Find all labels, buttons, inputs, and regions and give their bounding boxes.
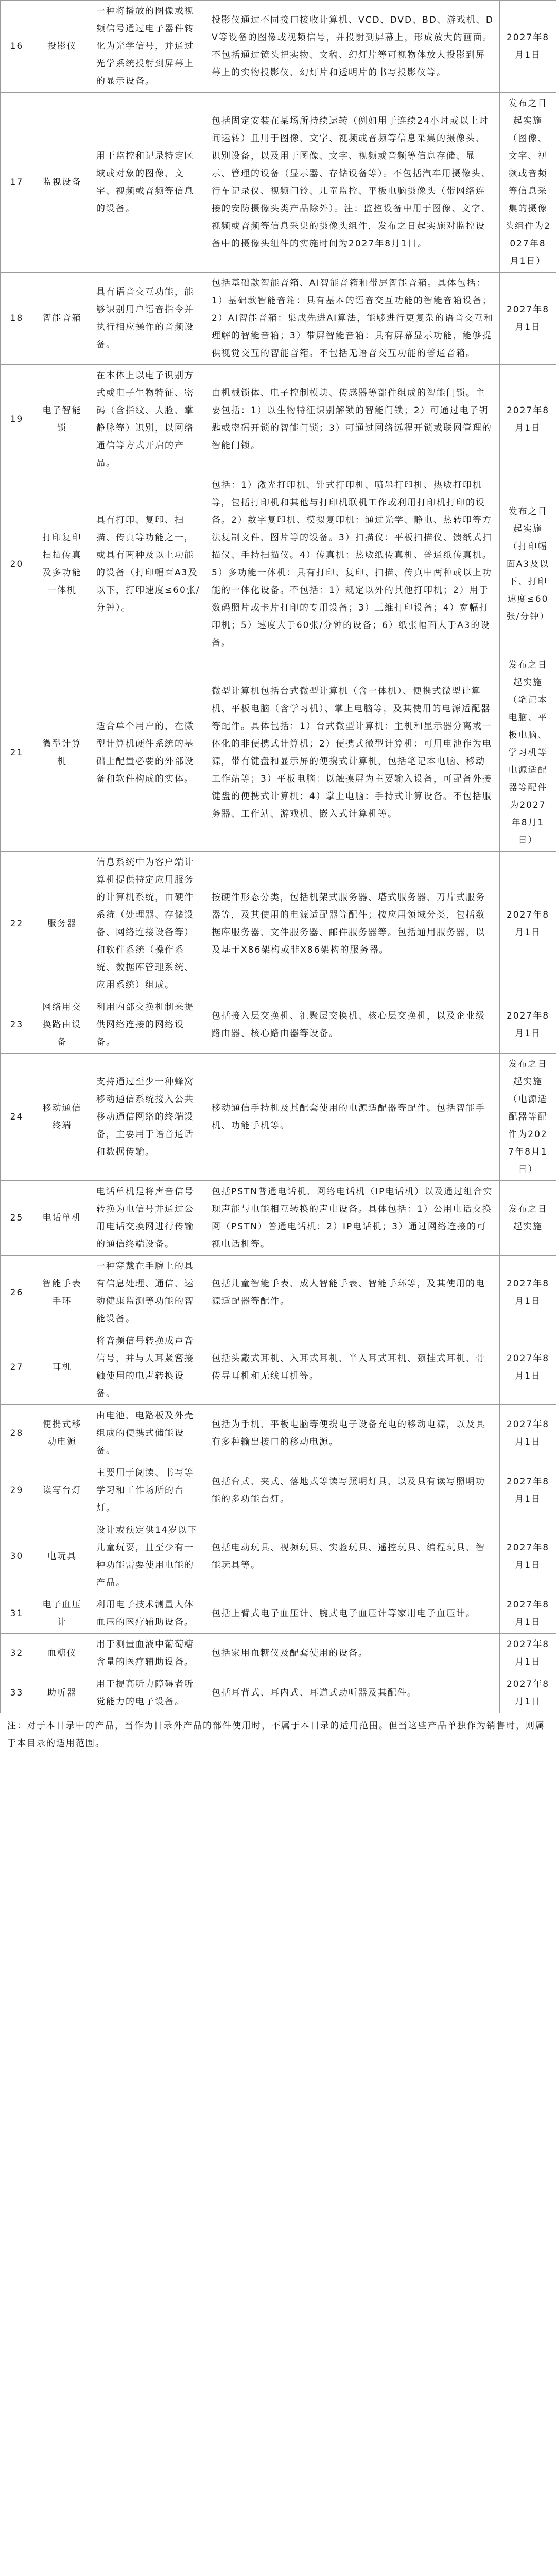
implementation-date: 2027年8月1日 bbox=[500, 1673, 556, 1713]
product-scope: 包括儿童智能手表、成人智能手表、智能手环等，及其使用的电源适配器等配件。 bbox=[206, 1256, 500, 1330]
row-number: 18 bbox=[1, 273, 33, 365]
product-scope: 微型计算机包括台式微型计算机（含一体机）、便携式微型计算机、平板电脑（含学习机）、掌上电脑等，及其使用的电源适配器等配件。具体包括：1）台式微型计算机：主机和显示器分离或一体化的非便携式计算机；2）便携式微型计算机：可用电池作为电源，带有键盘和显示屏的便携式计算机，包括笔记本电脑、移动工作站等；3）平板电脑：以触摸屏为主要输入设备，可配备外接键盘的便携式计算机；4）掌上电脑：手持式计算设备。不包括服务器、工作站、游戏机、嵌入式计算机等。 bbox=[206, 654, 500, 852]
table-row bbox=[1, 1181, 556, 1256]
product-definition: 适合单个用户的，在微型计算机硬件系统的基础上配置必要的外部设备和软件构成的实体。 bbox=[91, 654, 206, 852]
row-number: 21 bbox=[1, 654, 33, 852]
table-footnote: 注：对于本目录中的产品，当作为目录外产品的部件使用时，不属于本目录的适用范围。但当这些产品单独作为销售时，则属于本目录的适用范围。 bbox=[7, 1721, 545, 1749]
table-row bbox=[1, 1054, 556, 1181]
product-scope: 包括上臂式电子血压计、腕式电子血压计等家用电子血压计。 bbox=[206, 1594, 500, 1634]
product-name: 打印复印扫描传真及多功能一体机 bbox=[33, 474, 91, 654]
product-scope: 包括耳背式、耳内式、耳道式助听器及其配件。 bbox=[206, 1673, 500, 1713]
implementation-date: 2027年8月1日 bbox=[500, 1519, 556, 1594]
product-name: 智能音箱 bbox=[33, 273, 91, 365]
table-row bbox=[1, 93, 556, 273]
product-definition: 由电池、电路板及外壳组成的便携式储能设备。 bbox=[91, 1405, 206, 1462]
product-scope: 移动通信手持机及其配套使用的电源适配器等配件。包括智能手机、功能手机等。 bbox=[206, 1054, 500, 1181]
product-name: 网络用交换路由设备 bbox=[33, 996, 91, 1054]
product-name: 智能手表手环 bbox=[33, 1256, 91, 1330]
product-definition: 电话单机是将声音信号转换为电信号并通过公用电话交换网进行传输的通信终端设备。 bbox=[91, 1181, 206, 1256]
product-scope: 按硬件形态分类，包括机架式服务器、塔式服务器、刀片式服务器等，及其使用的电源适配器等配件；按应用领域分类，包括数据库服务器、文件服务器、邮件服务器等。包括通用服务器，以及基于X86架构或非X86架构的服务器。 bbox=[206, 852, 500, 996]
product-name: 助听器 bbox=[33, 1673, 91, 1713]
table-row bbox=[1, 1462, 556, 1519]
product-definition: 主要用于阅读、书写等学习和工作场所的台灯。 bbox=[91, 1462, 206, 1519]
product-name: 电玩具 bbox=[33, 1519, 91, 1594]
table-row bbox=[1, 1330, 556, 1405]
product-definition: 将音频信号转换成声音信号，并与人耳紧密接触使用的电声转换设备。 bbox=[91, 1330, 206, 1405]
row-number: 26 bbox=[1, 1256, 33, 1330]
table-row bbox=[1, 365, 556, 474]
product-name: 电子智能锁 bbox=[33, 365, 91, 474]
implementation-date: 2027年8月1日 bbox=[500, 996, 556, 1054]
row-number: 29 bbox=[1, 1462, 33, 1519]
implementation-date: 发布之日起实施（笔记本电脑、平板电脑、学习机等电源适配器等配件为2027年8月1日） bbox=[500, 654, 556, 852]
product-scope: 包括基础款智能音箱、AI智能音箱和带屏智能音箱。具体包括：1）基础款智能音箱：具有基本的语音交互功能的智能音箱设备；2）AI智能音箱：集成先进AI算法，能够进行更复杂的语音交互和理解的智能音箱；3）带屏智能音箱：具有屏幕显示功能，能够提供视觉交互的智能音箱。不包括无语音交互功能的普通音箱。 bbox=[206, 273, 500, 365]
row-number: 25 bbox=[1, 1181, 33, 1256]
product-name: 血糖仪 bbox=[33, 1634, 91, 1673]
product-definition: 设计或预定供14岁以下儿童玩耍，且至少有一种功能需要使用电能的产品。 bbox=[91, 1519, 206, 1594]
row-number: 33 bbox=[1, 1673, 33, 1713]
implementation-date: 发布之日起实施（电源适配器等配件为2027年8月1日） bbox=[500, 1054, 556, 1181]
table-row bbox=[1, 1634, 556, 1673]
row-number: 19 bbox=[1, 365, 33, 474]
table-row bbox=[1, 852, 556, 996]
product-scope: 包括电动玩具、视频玩具、实验玩具、遥控玩具、编程玩具、智能玩具等。 bbox=[206, 1519, 500, 1594]
product-definition: 在本体上以电子识别方式或电子生物特征、密码（含指纹、人脸、掌静脉等）识别，以网络通信等方式开启的产品。 bbox=[91, 365, 206, 474]
catalog-table-body bbox=[1, 1, 556, 1713]
product-scope: 包括头戴式耳机、入耳式耳机、半入耳式耳机、颈挂式耳机、骨传导耳机和无线耳机等。 bbox=[206, 1330, 500, 1405]
product-definition: 利用电子技术测量人体血压的医疗辅助设备。 bbox=[91, 1594, 206, 1634]
row-number: 30 bbox=[1, 1519, 33, 1594]
row-number: 16 bbox=[1, 1, 33, 93]
product-definition: 信息系统中为客户端计算机提供特定应用服务的计算机系统，由硬件系统（处理器、存储设备、网络连接设备等）和软件系统（操作系统、数据库管理系统、应用系统）组成。 bbox=[91, 852, 206, 996]
implementation-date: 2027年8月1日 bbox=[500, 1594, 556, 1634]
implementation-date: 2027年8月1日 bbox=[500, 1462, 556, 1519]
product-name: 微型计算机 bbox=[33, 654, 91, 852]
product-definition: 具有语音交互功能，能够识别用户语音指令并执行相应操作的音频设备。 bbox=[91, 273, 206, 365]
row-number: 17 bbox=[1, 93, 33, 273]
row-number: 27 bbox=[1, 1330, 33, 1405]
implementation-date: 2027年8月1日 bbox=[500, 1256, 556, 1330]
table-row bbox=[1, 1, 556, 93]
product-scope: 包括为手机、平板电脑等便携电子设备充电的移动电源，以及具有多种输出接口的移动电源。 bbox=[206, 1405, 500, 1462]
product-definition: 支持通过至少一种蜂窝移动通信系统接入公共移动通信网络的终端设备，主要用于语音通话和数据传输。 bbox=[91, 1054, 206, 1181]
product-definition: 一种将播放的图像或视频信号通过电子器件转化为光学信号，并通过光学系统投射到屏幕上的显示设备。 bbox=[91, 1, 206, 93]
product-definition: 用于提高听力障碍者听觉能力的电子设备。 bbox=[91, 1673, 206, 1713]
product-scope: 包括固定安装在某场所持续运转（例如用于连续24小时或以上时间运转）且用于图像、文字、视频或音频等信息采集的摄像头、识别设备，以及用于图像、文字、视频或音频等信息存储、显示、管理的设备（显示器、存储设备等）。不包括汽车用摄像头、行车记录仪、视频门铃、儿童监控、平板电脑摄像头（带网络连接的安防摄像头类产品除外）。注：监控设备中用于图像、文字、视频或音频等信息采集的摄像头组件，发布之日起实施对监控设备中的摄像头组件的实施时间为2027年8月1日。 bbox=[206, 93, 500, 273]
product-scope: 包括：1）激光打印机、针式打印机、喷墨打印机、热敏打印机等，包括打印机和其他与打印机联机工作或利用打印机打印的设备。2）数字复印机、模拟复印机：通过光学、静电、热转印等方法复制文件、图片等的设备。3）扫描仪：平板扫描仪、馈纸式扫描仪、手持扫描仪。4）传真机：热敏纸传真机、普通纸传真机。5）多功能一体机：具有打印、复印、扫描、传真中两种或以上功能的一体化设备。不包括：1）规定以外的其他打印机；2）用于数码照片或卡片打印的专用设备；3）三维打印设备；4）宽幅打印机；5）速度大于60张/分钟的设备；6）纸张幅面大于A3的设备。 bbox=[206, 474, 500, 654]
product-name: 读写台灯 bbox=[33, 1462, 91, 1519]
product-scope: 包括接入层交换机、汇聚层交换机、核心层交换机，以及企业级路由器、核心路由器等设备。 bbox=[206, 996, 500, 1054]
product-name: 服务器 bbox=[33, 852, 91, 996]
table-row bbox=[1, 1256, 556, 1330]
implementation-date: 发布之日起实施（图像、文字、视频或音频等信息采集的摄像头组件为2027年8月1日） bbox=[500, 93, 556, 273]
table-row bbox=[1, 1405, 556, 1462]
product-name: 电子血压计 bbox=[33, 1594, 91, 1634]
implementation-date: 2027年8月1日 bbox=[500, 1405, 556, 1462]
table-row bbox=[1, 1673, 556, 1713]
product-name: 电话单机 bbox=[33, 1181, 91, 1256]
product-scope: 包括PSTN普通电话机、网络电话机（IP电话机）以及通过组合实现声能与电能相互转换的声电设备。具体包括：1）公用电话交换网（PSTN）普通电话机；2）IP电话机；3）通过网络连接的可视电话机等。 bbox=[206, 1181, 500, 1256]
table-row bbox=[1, 1594, 556, 1634]
implementation-date: 2027年8月1日 bbox=[500, 1330, 556, 1405]
product-definition: 利用内部交换机制来提供网络连接的网络设备。 bbox=[91, 996, 206, 1054]
row-number: 31 bbox=[1, 1594, 33, 1634]
row-number: 32 bbox=[1, 1634, 33, 1673]
product-scope: 包括台式、夹式、落地式等读写照明灯具，以及具有读写照明功能的多功能台灯。 bbox=[206, 1462, 500, 1519]
product-scope: 由机械锁体、电子控制模块、传感器等部件组成的智能门锁。主要包括：1）以生物特征识别解锁的智能门锁；2）可通过电子钥匙或密码开锁的智能门锁；3）可通过网络远程开锁或联网管理的智能门锁。 bbox=[206, 365, 500, 474]
implementation-date: 2027年8月1日 bbox=[500, 1, 556, 93]
product-definition: 用于测量血液中葡萄糖含量的医疗辅助设备。 bbox=[91, 1634, 206, 1673]
product-name: 便携式移动电源 bbox=[33, 1405, 91, 1462]
product-definition: 具有打印、复印、扫描、传真等功能之一，或具有两种及以上功能的设备（打印幅面A3及以下，打印速度≤60张/分钟）。 bbox=[91, 474, 206, 654]
product-name: 投影仪 bbox=[33, 1, 91, 93]
row-number: 24 bbox=[1, 1054, 33, 1181]
table-row bbox=[1, 996, 556, 1054]
product-name: 移动通信终端 bbox=[33, 1054, 91, 1181]
implementation-date: 发布之日起实施 bbox=[500, 1181, 556, 1256]
product-definition: 一种穿戴在手腕上的具有信息处理、通信、运动健康监测等功能的智能设备。 bbox=[91, 1256, 206, 1330]
product-name: 耳机 bbox=[33, 1330, 91, 1405]
row-number: 22 bbox=[1, 852, 33, 996]
implementation-date: 2027年8月1日 bbox=[500, 365, 556, 474]
product-definition: 用于监控和记录特定区域或对象的图像、文字、视频或音频等信息的设备。 bbox=[91, 93, 206, 273]
table-row bbox=[1, 273, 556, 365]
product-scope: 投影仪通过不同接口接收计算机、VCD、DVD、BD、游戏机、DV等设备的图像或视频信号，并投射到屏幕上，形成放大的画面。不包括通过镜头把实物、文稿、幻灯片等可视物体放大投影到屏幕上的实物投影仪、幻灯片和透明片的书写投影仪等。 bbox=[206, 1, 500, 93]
implementation-date: 2027年8月1日 bbox=[500, 273, 556, 365]
implementation-date: 2027年8月1日 bbox=[500, 1634, 556, 1673]
product-name: 监视设备 bbox=[33, 93, 91, 273]
row-number: 28 bbox=[1, 1405, 33, 1462]
implementation-date: 2027年8月1日 bbox=[500, 852, 556, 996]
table-row bbox=[1, 654, 556, 852]
table-row bbox=[1, 474, 556, 654]
product-scope: 包括家用血糖仪及配套使用的设备。 bbox=[206, 1634, 500, 1673]
implementation-date: 发布之日起实施（打印幅面A3及以下、打印速度≤60张/分钟） bbox=[500, 474, 556, 654]
row-number: 20 bbox=[1, 474, 33, 654]
table-row bbox=[1, 1519, 556, 1594]
row-number: 23 bbox=[1, 996, 33, 1054]
